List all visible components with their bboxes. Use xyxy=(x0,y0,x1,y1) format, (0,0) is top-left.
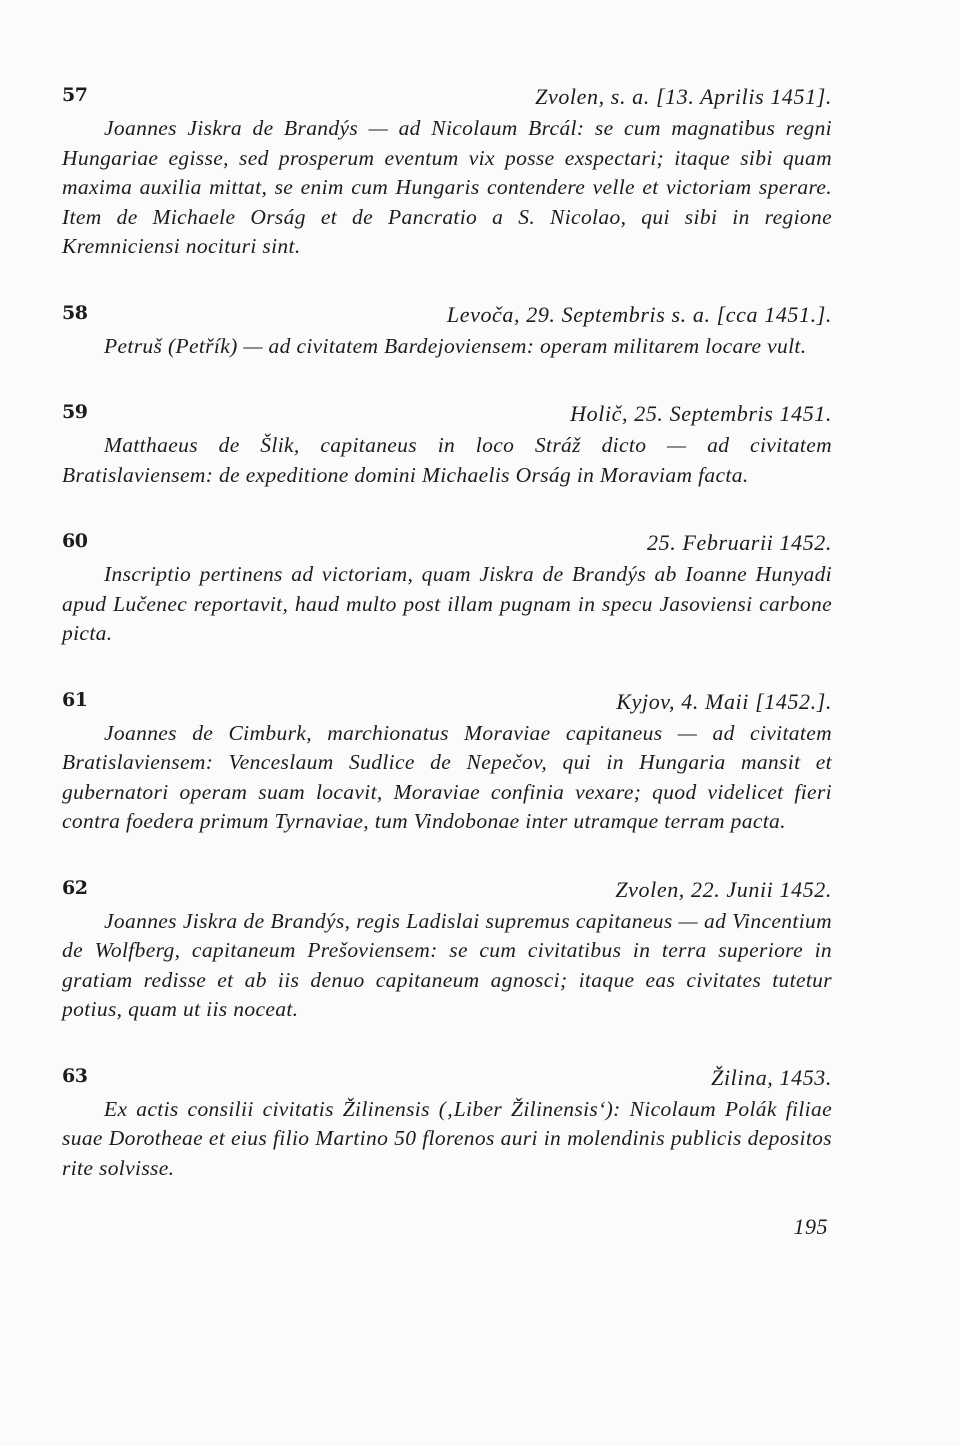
entry-place-date: Holič, 25. Septembris 1451. xyxy=(570,401,832,426)
entry-text: Joannes Jiskra de Brandýs — ad Nicolaum Brcál: se cum magnatibus regni Hungariae egisse, sed prosperum eventum vix posse exspectari; itaque sibi quam maxima auxilia mittat, se enim cum Hungaris contendere velle et victoriam sperare. Item de Michaele Orság et de Pancratio a S. Nicolao, qui sibi in regione Kremniciensi nocituri sint. xyxy=(62,116,832,258)
entry-place-date: Žilina, 1453. xyxy=(711,1064,832,1090)
entry-number: 57 xyxy=(62,84,88,106)
entry-heading xyxy=(62,873,832,907)
entry-58 xyxy=(62,298,832,362)
entry-place-date: Levoča, 29. Septembris s. a. [cca 1451.]. xyxy=(446,301,832,327)
entry-text: Ex actis consilii civitatis Žilinensis (‚Liber Žilinensis‘): Nicolaum Polák filiae suae Dorotheae et eius filio Martino 50 florenos auri in molendinis publicis depositos rite solvisse. xyxy=(62,1096,832,1180)
entry-57 xyxy=(62,80,832,262)
entry-heading xyxy=(62,685,832,719)
entry-place-date: Zvolen, 22. Junii 1452. xyxy=(615,876,832,902)
entry-text: Joannes Jiskra de Brandýs, regis Ladislai supremus capitaneus — ad Vincentium de Wolfberg, capitaneum Prešoviensem: se cum civitatibus in terra superiore in gratiam redisse et ab iis denuo capitaneum agnosci; itaque eas civitates tutetur potius, quam ut iis noceat. xyxy=(62,908,832,1021)
entry-number: 58 xyxy=(62,301,88,324)
entry-heading xyxy=(62,80,832,114)
document-page xyxy=(62,80,832,1219)
entry-heading xyxy=(62,397,832,431)
entry-text: Inscriptio pertinens ad victoriam, quam Jiskra de Brandýs ab Ioanne Hunyadi apud Lučenec reportavit, haud multo post illam pugnam in specu Jasoviensi carbone picta. xyxy=(62,562,832,645)
entry-heading xyxy=(62,1061,832,1095)
entry-number: 61 xyxy=(62,688,88,711)
entry-62 xyxy=(62,873,832,1025)
entry-place-date: Zvolen, s. a. [13. Aprilis 1451]. xyxy=(535,84,832,109)
entry-number: 59 xyxy=(62,401,88,423)
entry-heading xyxy=(62,298,832,332)
entry-heading xyxy=(62,526,832,560)
entry-number: 63 xyxy=(62,1064,88,1087)
entry-text: Joannes de Cimburk, marchionatus Moraviae capitaneus — ad civitatem Bratislaviensem: Venceslaum Sudlice de Nepečov, qui in Hungaria mansit et gubernatori operam suam locavit, Moraviae confinia vexare; quod videlicet fieri contra foedera primum Tyrnaviae, tum Vindobonae inter utramque terram pacta. xyxy=(62,720,832,833)
entry-60 xyxy=(62,526,832,649)
page-number: 195 xyxy=(793,1214,828,1239)
entry-61 xyxy=(62,685,832,837)
entry-63 xyxy=(62,1061,832,1184)
entry-text: Matthaeus de Šlik, capitaneus in loco Stráž dicto — ad civitatem Bratislaviensem: de expeditione domini Michaelis Orság in Moraviam facta. xyxy=(62,433,832,487)
entry-number: 60 xyxy=(62,530,88,552)
entry-59 xyxy=(62,397,832,490)
entry-place-date: 25. Februarii 1452. xyxy=(647,530,832,555)
entry-place-date: Kyjov, 4. Maii [1452.]. xyxy=(616,688,832,714)
entry-number: 62 xyxy=(62,876,88,899)
entry-text: Petruš (Petřík) — ad civitatem Bardejoviensem: operam militarem locare vult. xyxy=(104,333,807,358)
